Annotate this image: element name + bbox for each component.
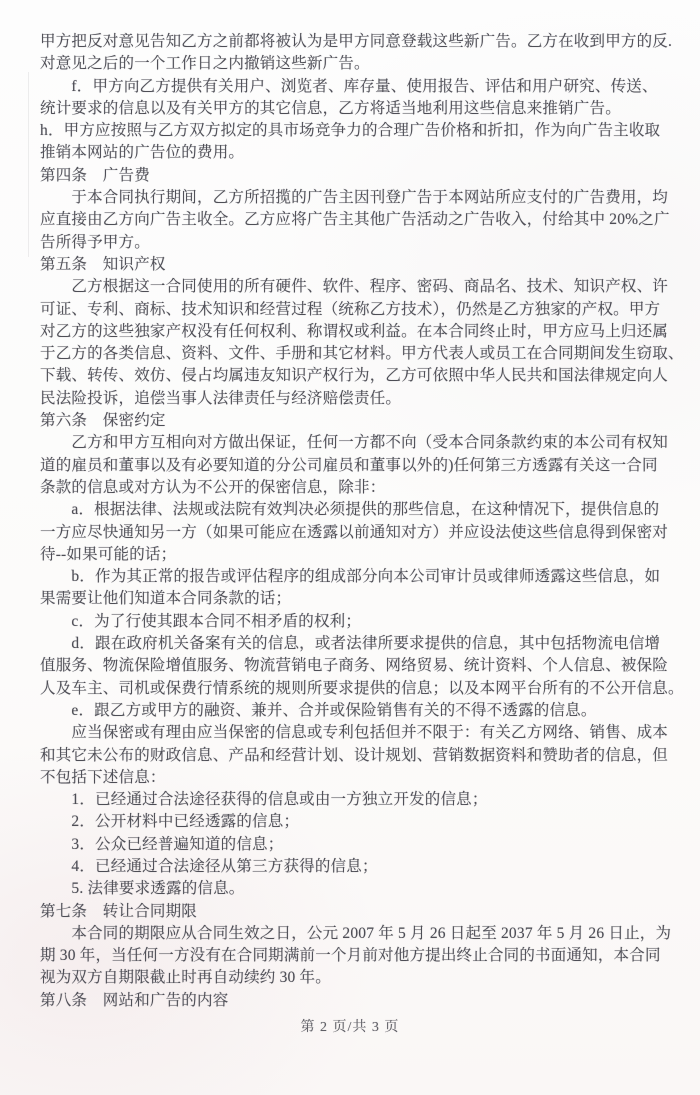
list-item-b: b．作为其正常的报告或评估程序的组成部分向本公司审计员或律师透露这些信息，如 xyxy=(40,568,661,586)
section-heading-article-7: 第七条 转让合同期限 xyxy=(40,902,198,920)
text-line: 人及车主、司机或保费行情系统的规则所要求提供的信息；以及本网平台所有的不公开信息。 xyxy=(40,679,684,697)
contract-text-block xyxy=(40,31,684,1012)
section-heading-article-4: 第四条 广告费 xyxy=(40,166,150,184)
section-heading-article-8: 第八条 网站和广告的内容 xyxy=(40,991,229,1009)
page-number-footer: 第 2 页/共 3 页 xyxy=(300,1020,400,1035)
text-line: 对意见之后的一个工作日之内撤销这些新广告。 xyxy=(40,55,370,73)
list-item-a: a．根据法律、法规或法院有效判决必须提供的那些信息，在这种情况下，提供信息的 xyxy=(40,501,660,519)
list-item-1: 1．已经通过合法途径获得的信息或由一方独立开发的信息； xyxy=(40,791,488,809)
section-heading-article-5: 第五条 知识产权 xyxy=(40,255,166,273)
list-item-5: 5. 法律要求透露的信息。 xyxy=(40,880,245,898)
text-line: 于乙方的各类信息、资料、文件、手册和其它材料。甲方代表人或员工在合同期间发生窃取、 xyxy=(40,345,684,363)
text-line: 和其它未公布的财政信息、产品和经营计划、设计规划、营销数据资料和赞助者的信息，但 xyxy=(40,746,669,764)
text-line: 统计要求的信息以及有关甲方的其它信息，乙方将适当地利用这些信息来推销广告。 xyxy=(40,99,621,117)
text-line: 本合同的期限应从合同生效之日，公元 2007 年 5 月 26 日起至 2037 年 5 月 26 日止，为 xyxy=(40,924,672,942)
text-line: 期 30 年，当任何一方没有在合同期满前一个月前对他方提出终止合同的书面通知，本合同 xyxy=(40,947,661,965)
section-heading-article-6: 第六条 保密约定 xyxy=(40,412,166,430)
list-item-4: 4．已经通过合法途径从第三方获得的信息； xyxy=(40,857,378,875)
text-line: 乙方根据这一合同使用的所有硬件、软件、程序、密码、商品名、技术、知识产权、许 xyxy=(40,278,669,296)
text-line: 乙方和甲方互相向对方做出保证，任何一方都不向（受本合同条款约束的本公司有权知 xyxy=(40,434,669,452)
text-line: 应当保密或有理由应当保密的信息或专利包括但并不限于：有关乙方网络、销售、成本 xyxy=(40,724,669,742)
text-line: 条款的信息或对方认为不公开的保密信息，除非： xyxy=(40,478,386,496)
text-line: 值服务、物流保险增值服务、物流营销电子商务、网络贸易、统计资料、个人信息、被保险 xyxy=(40,657,669,675)
scan-crease-line xyxy=(28,72,29,257)
list-item-2: 2．公开材料中已经透露的信息； xyxy=(40,813,300,831)
text-line: 可证、专利、商标、技术知识和经营过程（统称乙方技术），仍然是乙方独家的产权。甲方 xyxy=(40,300,661,318)
text-line: 甲方把反对意见告知乙方之前都将被认为是甲方同意登载这些新广告。乙方在收到甲方的反. xyxy=(40,33,673,50)
text-line: 一方应尽快通知另一方（如果可能应在透露以前通知对方）并应设法使这些信息得到保密对 xyxy=(40,523,669,541)
text-line: f．甲方向乙方提供有关用户、浏览者、库存量、使用报告、评估和用户研究、传送、 xyxy=(40,77,658,95)
text-line: 道的雇员和董事以及有必要知道的分公司雇员和董事以外的)任何第三方透露有关这一合同 xyxy=(40,456,658,474)
text-line: 果需要让他们知道本合同条款的话； xyxy=(40,590,292,608)
text-line: 告所得予甲方。 xyxy=(40,233,150,251)
text-line: 对乙方的这些独家产权没有任何权利、称谓权或利益。在本合同终止时，甲方应马上归还属 xyxy=(40,322,669,340)
list-item-d: d．跟在政府机关备案有关的信息，或者法律所要求提供的信息，其中包括物流电信增 xyxy=(40,635,661,653)
text-line: 推销本网站的广告位的费用。 xyxy=(40,144,245,162)
text-line: h．甲方应按照与乙方双方拟定的具市场竞争力的合理广告价格和折扣，作为向广告主收取 xyxy=(40,122,661,140)
text-line: 不包括下述信息： xyxy=(40,768,166,786)
list-item-e: e．跟乙方或甲方的融资、兼并、合并或保险销售有关的不得不透露的信息。 xyxy=(40,701,597,719)
list-item-3: 3．公众已经普遍知道的信息； xyxy=(40,835,284,853)
text-line: 应直接由乙方向广告主收全。乙方应将广告主其他广告活动之广告收入，付给其中 20%之广 xyxy=(40,211,670,229)
list-item-c: c．为了行使其跟本合同不相矛盾的权利； xyxy=(40,612,362,630)
text-line: 下载、转传、效仿、侵占均属违友知识产权行为，乙方可依照中华人民共和国法律规定向人 xyxy=(40,367,669,385)
text-line: 于本合同执行期间，乙方所招揽的广告主因刊登广告于本网站所应支付的广告费用，均 xyxy=(40,189,669,207)
text-line: 视为双方自期限截止时再自动续约 30 年。 xyxy=(40,969,331,987)
text-line: 待--如果可能的话； xyxy=(40,545,177,563)
text-line: 民法险投诉，追偿当事人法律责任与经济赔偿责任。 xyxy=(40,389,402,407)
